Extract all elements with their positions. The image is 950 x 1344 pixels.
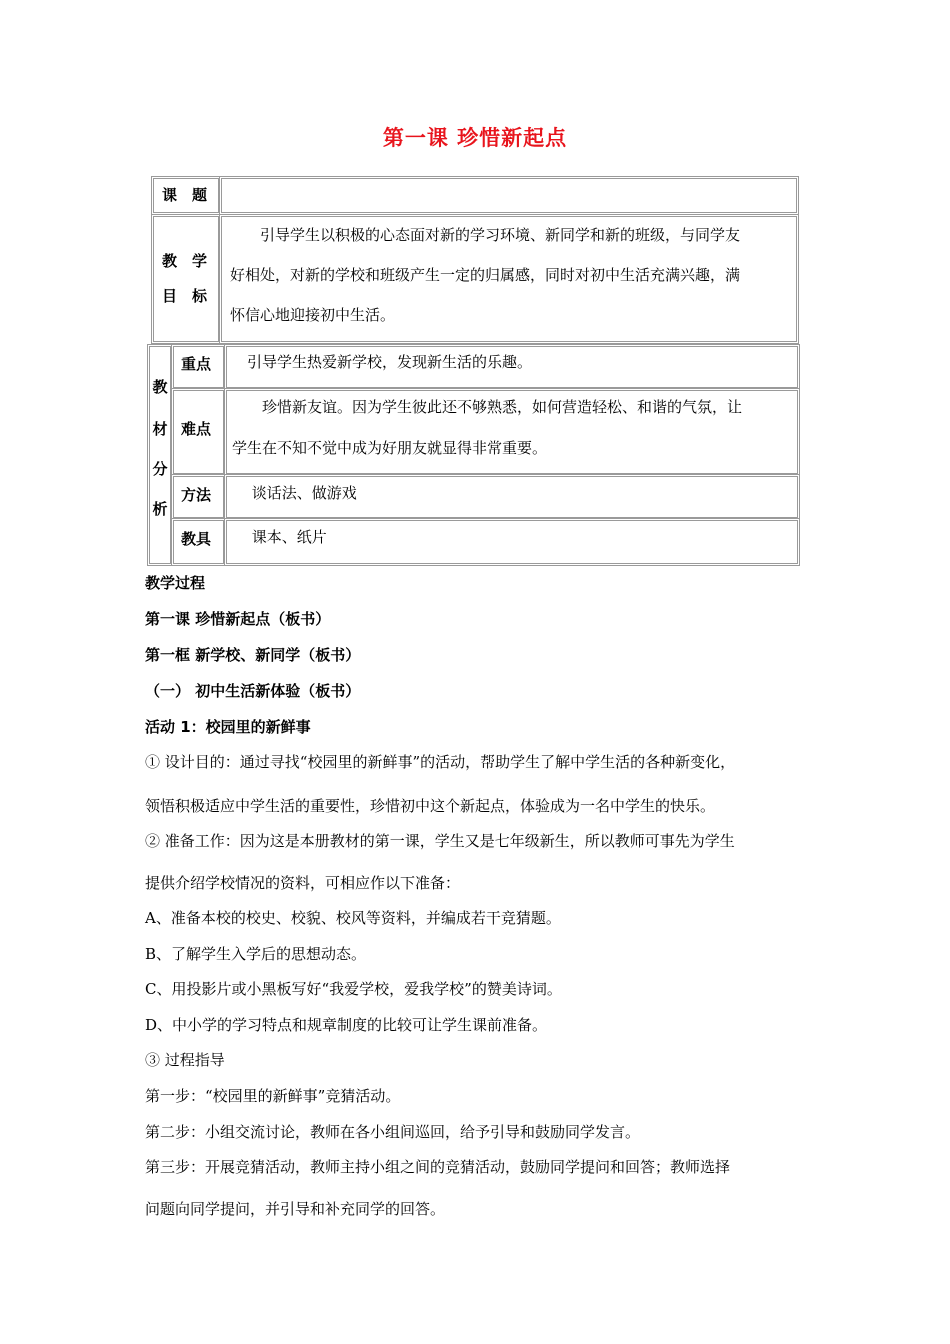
- method-label: 方法: [181, 486, 212, 504]
- preparation-line2: 提供介绍学校情况的资料，可相应作以下准备：: [145, 874, 461, 892]
- key-point-label: 重点: [181, 355, 212, 373]
- method-text: 谈话法、做游戏: [232, 484, 357, 502]
- key-point-text: 引导学生热爱新学校，发现新生活的乐趣。: [232, 353, 533, 371]
- tools-text: 课本、纸片: [232, 528, 327, 546]
- board-heading-section: （一） 初中生活新体验（板书）: [145, 682, 361, 700]
- analysis-label-char-2: 材: [152, 420, 168, 438]
- analysis-label-char-1: 教: [152, 378, 168, 396]
- topic-value-cell: [219, 176, 799, 215]
- goal-label-line2: 目 标: [162, 287, 208, 305]
- goal-text-line2: 好相处，对新的学校和班级产生一定的归属感，同时对初中生活充满兴趣，满: [230, 266, 741, 284]
- goal-text-line1: 引导学生以积极的心态面对新的学习环境、新同学和新的班级，与同学友: [230, 226, 741, 244]
- prep-item-b: B、了解学生入学后的思想动态。: [145, 945, 367, 963]
- difficulty-text-line2: 学生在不知不觉中成为好朋友就显得非常重要。: [232, 439, 548, 457]
- goal-text-line3: 怀信心地迎接初中生活。: [230, 306, 396, 324]
- goal-label-line1: 教 学: [162, 252, 208, 270]
- tools-label: 教具: [181, 530, 212, 548]
- topic-label: 课 题: [162, 186, 208, 204]
- step-2: 第二步：小组交流讨论，教师在各小组间巡回，给予引导和鼓励同学发言。: [145, 1123, 641, 1141]
- step-3-line1: 第三步：开展竞猜活动，教师主持小组之间的竞猜活动，鼓励同学提问和回答；教师选择: [145, 1158, 731, 1176]
- activity-heading: 活动 1：校园里的新鲜事: [145, 718, 311, 736]
- design-purpose-line2: 领悟积极适应中学生活的重要性，珍惜初中这个新起点，体验成为一名中学生的快乐。: [145, 797, 716, 815]
- board-heading-lesson: 第一课 珍惜新起点（板书）: [145, 610, 331, 628]
- section-heading-process: 教学过程: [145, 574, 206, 592]
- step-3-line2: 问题向同学提问，并引导和补充同学的回答。: [145, 1200, 446, 1218]
- analysis-label-char-3: 分: [152, 460, 168, 478]
- goal-label-cell: [151, 214, 221, 344]
- step-1: 第一步：“校园里的新鲜事”竞猜活动。: [145, 1087, 401, 1105]
- difficulty-text-line1: 珍惜新友谊。因为学生彼此还不够熟悉，如何营造轻松、和谐的气氛，让: [232, 398, 743, 416]
- prep-item-c: C、用投影片或小黑板写好“我爱学校，爱我学校”的赞美诗词。: [145, 980, 562, 998]
- design-purpose-line1: ① 设计目的：通过寻找“校园里的新鲜事”的活动，帮助学生了解中学生活的各种新变化，: [145, 753, 736, 771]
- analysis-label-char-4: 析: [152, 500, 168, 518]
- document-title: 第一课 珍惜新起点: [382, 126, 568, 150]
- preparation-line1: ② 准备工作：因为这是本册教材的第一课，学生又是七年级新生，所以教师可事先为学生: [145, 832, 735, 850]
- prep-item-d: D、中小学的学习特点和规章制度的比较可让学生课前准备。: [145, 1016, 548, 1034]
- board-heading-frame: 第一框 新学校、新同学（板书）: [145, 646, 361, 664]
- difficulty-label: 难点: [181, 420, 212, 438]
- process-guide-heading: ③ 过程指导: [145, 1051, 225, 1069]
- prep-item-a: A、准备本校的校史、校貌、校风等资料，并编成若干竞猜题。: [145, 909, 561, 927]
